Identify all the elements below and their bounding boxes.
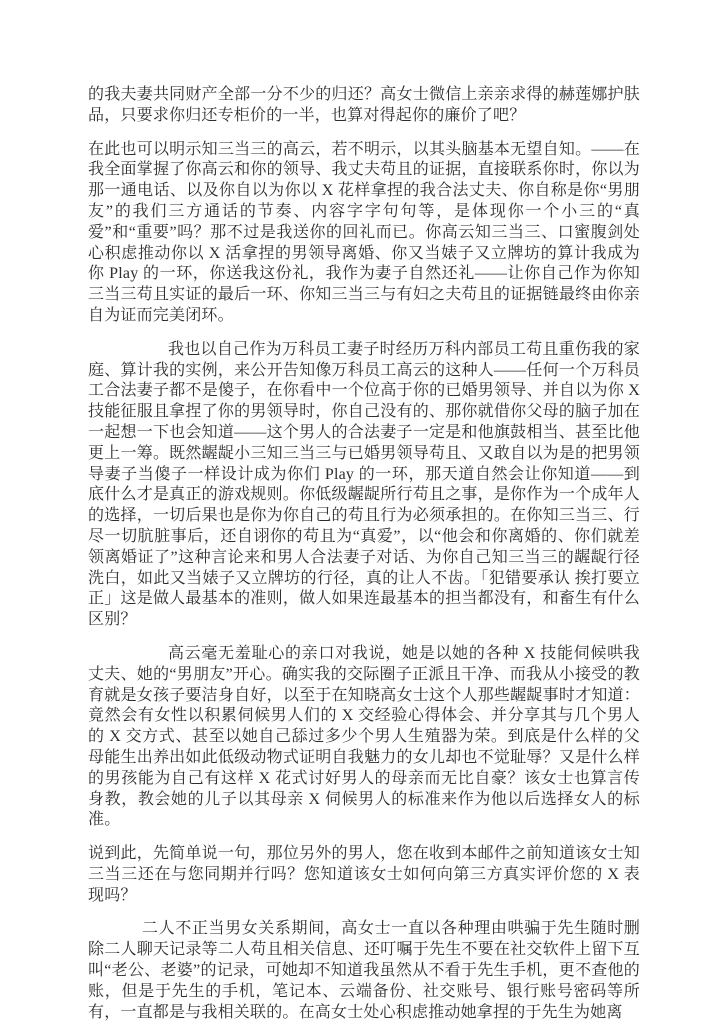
paragraph: 说到此，先简单说一句，那位另外的男人，您在收到本邮件之前知道该女士知三当三还在与您同期并行吗？您知道该女士如何向第三方真实评价您的 X 表现吗？ bbox=[88, 845, 640, 904]
paragraph: 我也以自己作为万科员工妻子时经历万科内部员工苟且重伤我的家庭、算计我的实例，来公开告知像万科员工高云的这种人——任何一个万科员工合法妻子都不是傻子，在你看中一个位高于你的已婚男领导、并自以为你 X 技能征服且拿捏了你的男领导时，你自己没有的、那你就借你父母的脑子加在一起想一下也会知道——这个男人的合法妻子一定是和他旗鼓相当、甚至比他更上一筹。既然龌龊小三知三当三与已婚男领导苟且、又敢自以为是的把男领导妻子当傻子一样设计成为你们 Play 的一环，那天道自然会让你知道——到底什么才是真正的游戏规则。你低级龌龊所行苟且之事，是你作为一个成年人的选择，一切后果也是你为你自己的苟且行为必须承担的。在你知三当三、行尽一切肮脏事后，还自诩你的苟且为“真爱”，以“他会和你离婚的、你们就差领离婚证了”这种言论来和男人合法妻子对话、为你自己知三当三的龌龊行径洗白，如此又当婊子又立牌坊的行径，真的让人不齿。「犯错要承认 挨打要立正」这是做人最基本的准则，做人如果连最基本的担当都没有，和畜生有什么区别？ bbox=[88, 340, 640, 629]
paragraph: 高云毫无羞耻心的亲口对我说，她是以她的各种 X 技能伺候哄我丈夫、她的“男朋友”开心。确实我的交际圈子正派且干净、而我从小接受的教育就是女孩子要洁身自好，以至于在知晓高女士这个人那些龌龊事时才知道：竟然会有女性以积累伺候男人们的 X 交经验心得体会、并分享其与几个男人的 X 交方式、甚至以她自己舔过多少个男人生殖器为荣。到底是什么样的父母能生出养出如此低级动物式证明自我魅力的女儿却也不觉耻辱？又是什么样的男孩能为自己有这样 X 花式讨好男人的母亲而无比自豪？该女士也算言传身教，教会她的儿子以其母亲 X 伺候男人的标准来作为他以后选择女人的标准。 bbox=[88, 644, 640, 829]
paragraph: 在此也可以明示知三当三的高云，若不明示，以其头脑基本无望自知。——在我全面掌握了你高云和你的领导、我丈夫苟且的证据，直接联系你时，你以为那一通电话、以及你自以为你以 X 花样拿捏的我合法丈夫、你自称是你“男朋友”的我们三方通话的节奏、内容字字句句等，是体现你一个小三的“真爱”和“重要”吗？那不过是我送你的回礼而已。你高云知三当三、口蜜腹剑处心积虑推动你以 X 活拿捏的男领导离婚、你又当婊子又立牌坊的算计我成为你 Play 的一环，你送我这份礼，我作为妻子自然还礼——让你自己作为你知三当三苟且实证的最后一环、你知三当三与有妇之夫苟且的证据链最终由你亲自为证而完美闭环。 bbox=[88, 140, 640, 324]
paragraph: 的我夫妻共同财产全部一分不少的归还？高女士微信上亲亲求得的赫莲娜护肤品，只要求你归还专柜价的一半，也算对得起你的廉价了吧？ bbox=[88, 86, 640, 124]
paragraph: 二人不正当男女关系期间，高女士一直以各种理由哄骗于先生随时删除二人聊天记录等二人苟且相关信息、还叮嘱于先生不要在社交软件上留下互叫“老公、老婆”的记录，可她却不知道我虽然从不看于先生手机，更不查他的账，但是于先生的手机，笔记本、云端备份、社交账号、银行账号密码等所有，一直都是与我相关联的。在高女士处心积虑推动她拿捏的于先生为她离 bbox=[88, 920, 640, 1021]
